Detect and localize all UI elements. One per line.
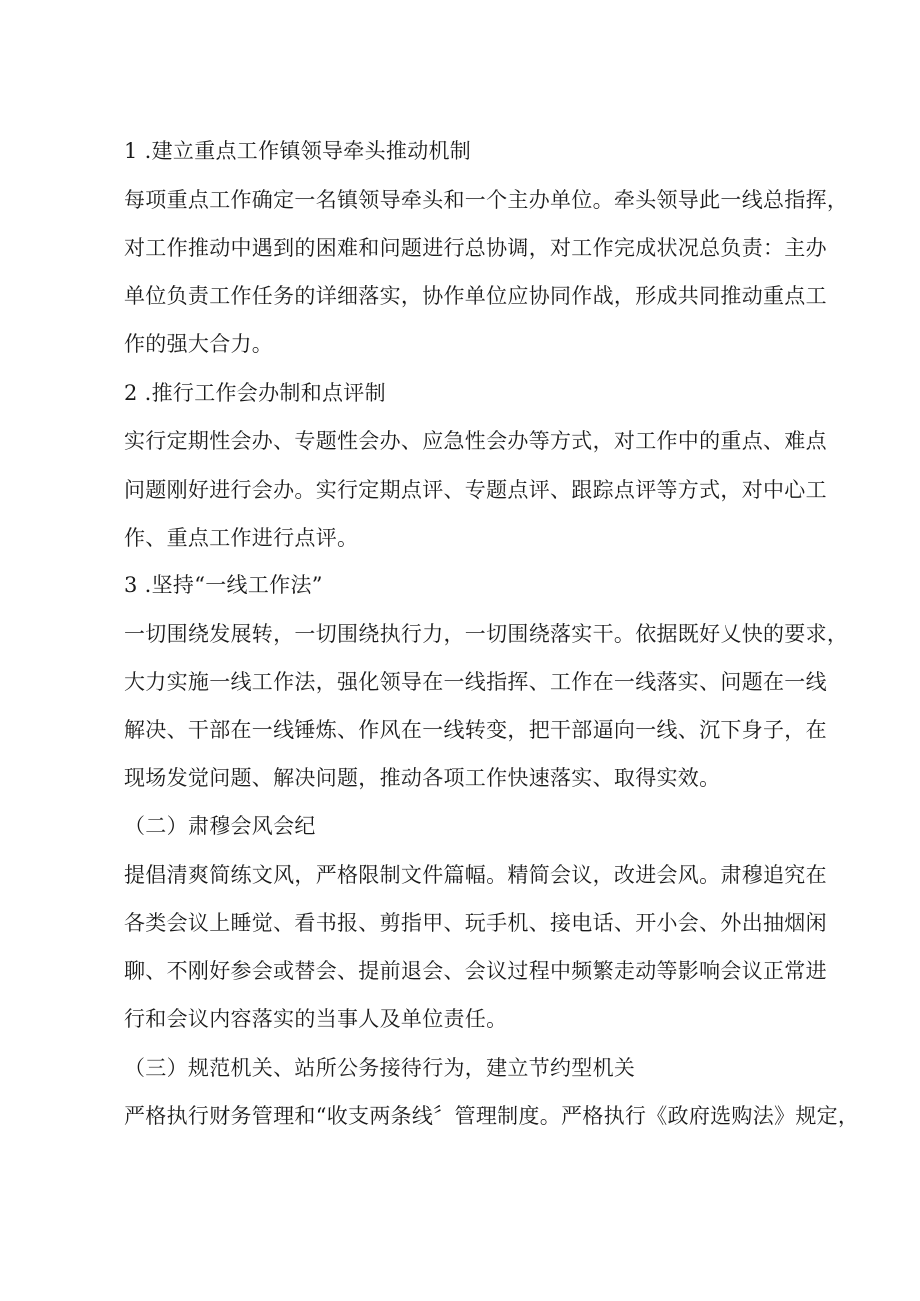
paragraph-3-line-1: 一切围绕发展转，一切围绕执行力，一切围绕落实干。依据既好乂快的要求， — [124, 622, 849, 646]
paragraph-3-line-4: 现场发觉问题、解决问题，推动各项工作快速落实、取得实效。 — [124, 766, 721, 790]
paragraph-4-line-1: 提倡清爽简练文风，严格限制文件篇幅。精简会议，改进会风。肃穆追究在 — [124, 863, 827, 887]
paragraph-4-line-4: 行和会议内容落实的当事人及单位责任。 — [124, 1007, 508, 1031]
paragraph-1-line-1: 每项重点工作确定一名镇领导牵头和一个主办单位。牵头领导此一线总指挥， — [124, 188, 849, 212]
heading-1: 1 .建立重点工作镇领导牵头推动机制 — [124, 139, 472, 163]
paragraph-2-line-3: 作、重点工作进行点评。 — [124, 526, 359, 550]
heading-2: 2 .推行工作会办制和点评制 — [124, 381, 386, 405]
paragraph-2-line-2: 问题刚好进行会办。实行定期点评、专题点评、跟踪点评等方式，对中心工 — [124, 478, 827, 502]
paragraph-1-line-3: 单位负责工作任务的详细落实，协作单位应协同作战，形成共同推动重点工 — [124, 284, 827, 308]
paragraph-4-line-3: 聊、不刚好参会或替会、提前退会、会议过程中频繁走动等影响会议正常进 — [124, 959, 827, 983]
paragraph-3-line-2: 大力实施一线工作法，强化领导在一线指挥、工作在一线落实、问题在一线 — [124, 670, 827, 694]
paragraph-1-line-4: 作的强大合力。 — [124, 332, 274, 356]
section-heading-2: （二）肃穆会风会纪 — [124, 814, 316, 838]
paragraph-3-line-3: 解决、干部在一线锤炼、作风在一线转变，把干部逼向一线、沉下身子，在 — [124, 718, 827, 742]
paragraph-1-line-2: 对工作推动中遇到的困难和问题进行总协调，对工作完成状况总负责：主办 — [124, 236, 827, 260]
paragraph-4-line-2: 各类会议上睡觉、看书报、剪指甲、玩手机、接电话、开小会、外出抽烟闲 — [124, 911, 827, 935]
paragraph-2-line-1: 实行定期性会办、专题性会办、应急性会办等方式，对工作中的重点、难点 — [124, 429, 827, 453]
heading-3: 3 .坚持“一线工作法” — [124, 573, 323, 597]
section-heading-3: （三）规范机关、站所公务接待行为，建立节约型机关 — [124, 1056, 636, 1080]
paragraph-5-line-1: 严格执行财务管理和“收支两条线〞管理制度。严格执行《政府选购法》规定， — [124, 1104, 860, 1128]
